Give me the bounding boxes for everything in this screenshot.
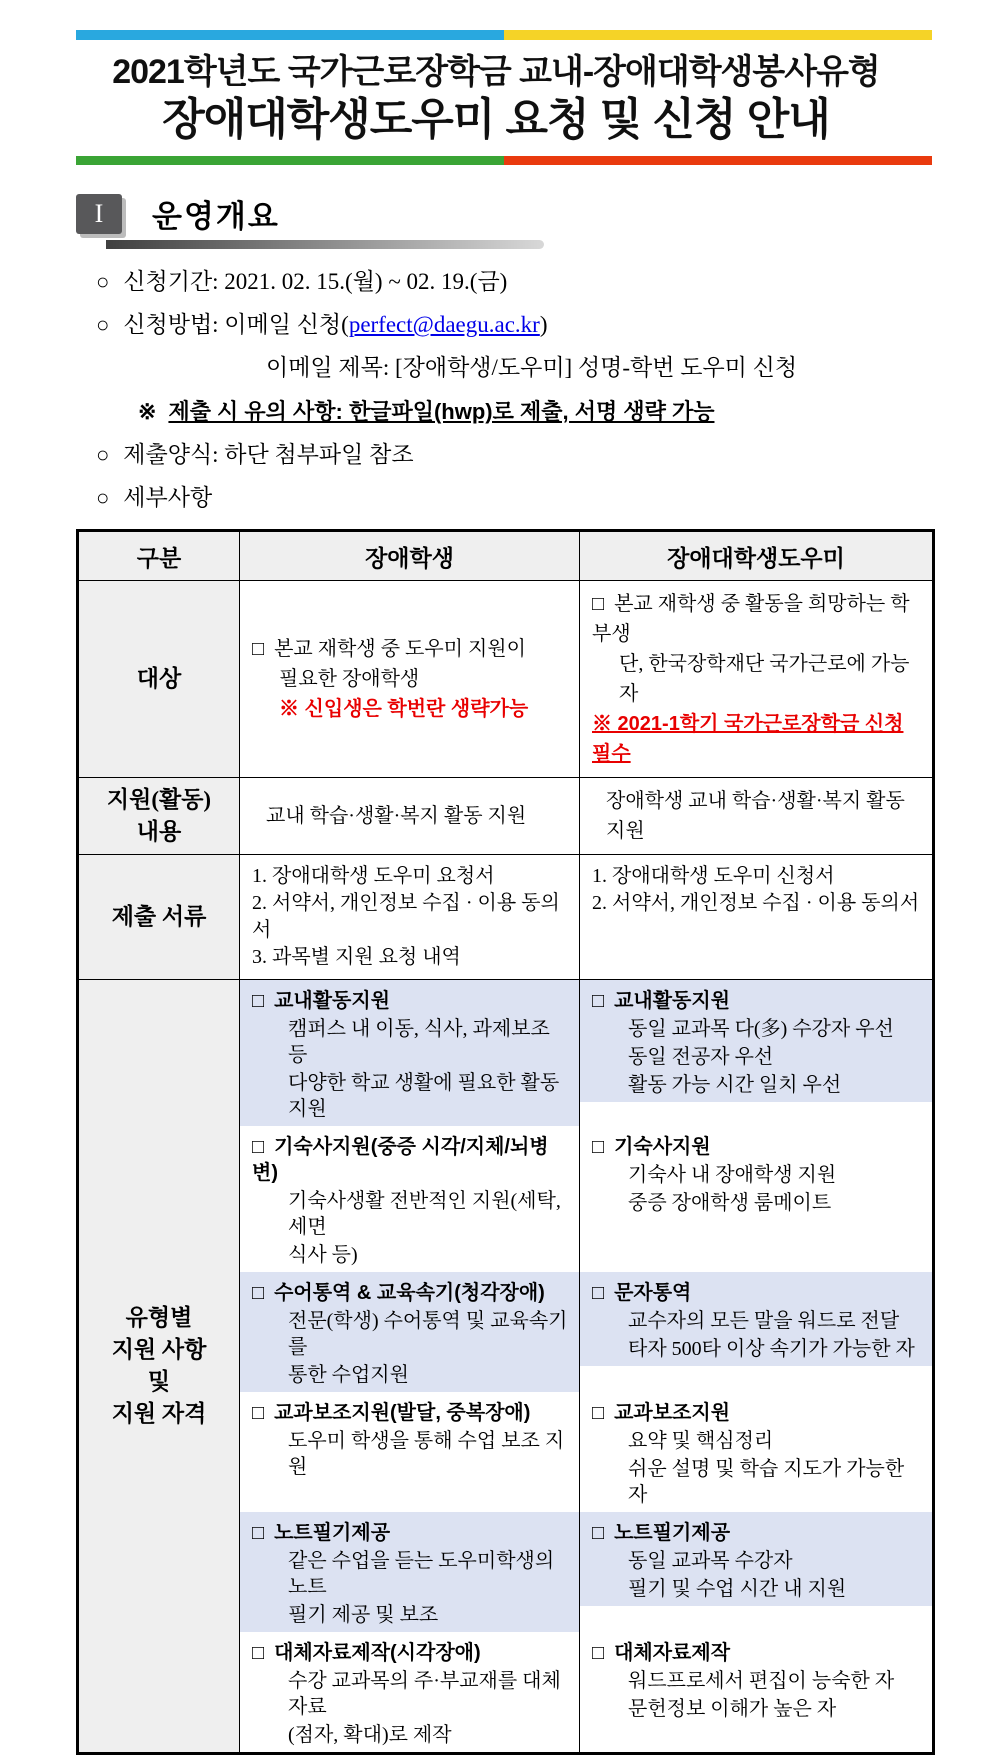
documents-left-item: 1. 장애대학생 도우미 요청서 — [252, 865, 495, 887]
circle-bullet-icon: ○ — [96, 485, 110, 510]
alt-materials-right-title — [592, 1640, 924, 1666]
support-left-text: 교내 학습·생활·복지 활동 지원 — [266, 805, 527, 827]
overview-item-form — [96, 440, 932, 470]
target-right-note: ※ 2021-1학기 국가근로장학금 신청 필수 — [592, 713, 904, 765]
checkbox-icon: □ — [592, 990, 605, 1012]
note-taking-right-title-text: 노트필기제공 — [614, 1522, 731, 1544]
dormitory-left-cell — [240, 1126, 580, 1272]
support-right-text: 장애학생 교내 학습·생활·복지 활동 지원 — [606, 790, 905, 842]
email-subject-line: 이메일 제목: [장애학생/도우미] 성명-학번 도우미 신청 — [266, 355, 798, 380]
title-divider-bar — [76, 156, 932, 165]
col-header-disabled-student: 장애학생 — [240, 531, 580, 581]
documents-left-item: 2. 서약서, 개인정보 수집 · 이용 동의서 — [252, 892, 560, 941]
note-taking-left-detail: 필기 제공 및 보조 — [288, 1604, 439, 1626]
documents-right-item: 2. 서약서, 개인정보 수집 · 이용 동의서 — [592, 892, 920, 914]
title-line-1: 2021학년도 국가근로장학금 교내-장애대학생봉사유형 — [112, 53, 880, 91]
class-assist-left-title-text: 교과보조지원(발달, 중복장애) — [274, 1402, 531, 1424]
submission-note-text: 제출 시 유의 사항: 한글파일(hwp)로 제출, 서명 생략 가능 — [168, 399, 715, 424]
table-row-target — [78, 581, 934, 778]
overview-item-detail — [96, 483, 932, 513]
method-suffix: ) — [539, 312, 548, 337]
note-taking-right-detail: 필기 및 수업 시간 내 지원 — [628, 1578, 847, 1600]
blue-bar-segment — [76, 30, 504, 40]
row-label-types — [78, 980, 240, 1754]
guide-table — [76, 529, 935, 1755]
types-label-line: 및 — [147, 1369, 171, 1394]
overview-item-method — [96, 310, 932, 340]
top-divider-bar — [76, 30, 932, 40]
class-assist-left-title — [252, 1400, 571, 1426]
note-taking-right-cell — [580, 1512, 934, 1632]
alt-materials-left-title-text: 대체자료제작(시각장애) — [274, 1642, 481, 1664]
campus-right-cell — [580, 980, 934, 1127]
interpretation-left-title — [252, 1280, 571, 1306]
campus-left-title-text: 교내활동지원 — [274, 990, 391, 1012]
checkbox-icon: □ — [592, 1522, 605, 1544]
campus-left-title — [252, 988, 571, 1014]
support-left-cell — [240, 778, 580, 855]
alt-materials-right-cell — [580, 1632, 934, 1754]
campus-left-detail: 다양한 학교 생활에 필요한 활동 지원 — [288, 1072, 560, 1120]
campus-right-detail: 동일 전공자 우선 — [628, 1046, 774, 1068]
circle-bullet-icon: ○ — [96, 269, 110, 294]
dormitory-right-title — [592, 1134, 924, 1160]
dormitory-left-title — [252, 1134, 571, 1186]
row-label-target: 대상 — [78, 581, 240, 778]
class-assist-right-title — [592, 1400, 924, 1426]
checkbox-icon: □ — [252, 1136, 265, 1158]
dormitory-right-cell — [580, 1126, 934, 1272]
checkbox-icon: □ — [252, 1402, 265, 1424]
col-header-helper: 장애대학생도우미 — [580, 531, 934, 581]
title-line-2: 장애대학생도우미 요청 및 신청 안내 — [162, 95, 830, 144]
target-right-cell — [580, 581, 934, 778]
class-assist-left-detail: 도우미 학생을 통해 수업 보조 지원 — [288, 1430, 565, 1478]
checkbox-icon: □ — [252, 1282, 265, 1304]
table-header-row — [78, 531, 934, 581]
class-assist-right-detail: 쉬운 설명 및 학습 지도가 가능한 자 — [628, 1458, 905, 1506]
interpretation-left-title-text: 수어통역 & 교육속기(청각장애) — [274, 1282, 545, 1304]
class-assist-left-cell — [240, 1392, 580, 1512]
section-heading — [76, 191, 932, 249]
red-bar-segment — [504, 156, 932, 165]
target-left-note: ※ 신입생은 학번란 생략가능 — [279, 698, 529, 720]
checkbox-icon: □ — [252, 1522, 265, 1544]
checkbox-icon: □ — [252, 638, 265, 660]
note-taking-left-detail: 같은 수업을 듣는 도우미학생의 노트 — [288, 1550, 555, 1598]
green-bar-segment — [76, 156, 504, 165]
alt-materials-left-detail: 수강 교과목의 주·부교재를 대체 자료 — [288, 1670, 561, 1718]
col-header-category: 구분 — [78, 531, 240, 581]
checkbox-icon: □ — [592, 1282, 605, 1304]
target-right-line1 — [592, 589, 924, 649]
form-text: 제출양식: 하단 첨부파일 참조 — [123, 442, 414, 467]
class-assist-right-title-text: 교과보조지원 — [614, 1402, 731, 1424]
yellow-bar-segment — [504, 30, 932, 40]
checkbox-icon: □ — [592, 1402, 605, 1424]
checkbox-icon: □ — [252, 1642, 265, 1664]
support-right-cell — [580, 778, 934, 855]
note-taking-left-title — [252, 1520, 571, 1546]
types-label-line: 지원 사항 — [111, 1337, 207, 1362]
table-row-support — [78, 778, 934, 855]
alt-materials-left-detail: (점자, 확대)로 제작 — [288, 1724, 452, 1746]
support-label-line1: 지원(활동) — [106, 787, 212, 812]
document-titles — [0, 52, 992, 146]
dormitory-right-title-text: 기숙사지원 — [614, 1136, 711, 1158]
circle-bullet-icon: ○ — [96, 312, 110, 337]
interpretation-left-detail: 전문(학생) 수어통역 및 교육속기를 — [288, 1310, 568, 1358]
section-numeral-box: I — [76, 194, 122, 234]
documents-left-item: 3. 과목별 지원 요청 내역 — [252, 946, 461, 968]
document-page — [0, 30, 992, 1746]
section-underline-bar — [106, 240, 544, 249]
dormitory-left-detail: 기숙사생활 전반적인 지원(세탁, 세면 — [288, 1190, 561, 1238]
row-label-support — [78, 778, 240, 855]
alt-materials-right-title-text: 대체자료제작 — [614, 1642, 731, 1664]
overview-item-period — [96, 267, 932, 297]
target-right-line2: 단, 한국장학재단 국가근로에 가능자 — [619, 653, 910, 705]
interpretation-right-title-text: 문자통역 — [614, 1282, 692, 1304]
note-taking-left-cell — [240, 1512, 580, 1632]
types-label-line: 유형별 — [125, 1305, 193, 1330]
detail-text: 세부사항 — [123, 485, 213, 510]
campus-left-detail: 캠퍼스 내 이동, 식사, 과제보조 등 — [288, 1018, 550, 1066]
documents-right-item: 1. 장애대학생 도우미 신청서 — [592, 865, 835, 887]
checkbox-icon: □ — [592, 1136, 605, 1158]
table-row-documents — [78, 855, 934, 980]
interpretation-right-detail: 타자 500타 이상 속기가 가능한 자 — [628, 1338, 915, 1360]
interpretation-right-detail: 교수자의 모든 말을 워드로 전달 — [628, 1310, 900, 1332]
dormitory-left-title-text: 기숙사지원(중증 시각/지체/뇌병변) — [252, 1136, 549, 1184]
interpretation-right-cell — [580, 1272, 934, 1392]
period-text: 신청기간: 2021. 02. 15.(월) ~ 02. 19.(금) — [123, 269, 508, 294]
support-label-line2: 내용 — [136, 819, 182, 844]
reference-mark-icon: ※ — [138, 399, 157, 424]
alt-materials-left-title — [252, 1640, 571, 1666]
alt-materials-right-detail: 문헌정보 이해가 높은 자 — [628, 1698, 837, 1720]
interpretation-left-detail: 통한 수업지원 — [288, 1364, 409, 1386]
dormitory-left-detail: 식사 등) — [288, 1244, 358, 1266]
class-assist-right-cell — [580, 1392, 934, 1512]
checkbox-icon: □ — [252, 990, 265, 1012]
alt-materials-right-detail: 워드프로세서 편집이 능숙한 자 — [628, 1670, 895, 1692]
overview-list — [96, 267, 932, 513]
interpretation-right-title — [592, 1280, 924, 1306]
method-text — [123, 310, 547, 340]
email-link[interactable]: perfect@daegu.ac.kr — [348, 312, 540, 337]
section-title: 운영개요 — [152, 199, 280, 234]
checkbox-icon: □ — [592, 1642, 605, 1664]
class-assist-right-detail: 요약 및 핵심정리 — [628, 1430, 774, 1452]
target-left-line2: 필요한 장애학생 — [279, 668, 420, 690]
method-prefix: 신청방법: 이메일 신청( — [123, 312, 349, 337]
submission-note — [138, 397, 932, 427]
alt-materials-left-cell — [240, 1632, 580, 1754]
documents-right-cell — [580, 855, 934, 980]
target-right-line1-text: 본교 재학생 중 활동을 희망하는 학부생 — [592, 593, 910, 645]
dormitory-right-detail: 기숙사 내 장애학생 지원 — [628, 1164, 837, 1186]
campus-right-detail: 동일 교과목 다(多) 수강자 우선 — [628, 1018, 894, 1040]
row-label-documents: 제출 서류 — [78, 855, 240, 980]
interpretation-left-cell — [240, 1272, 580, 1392]
circle-bullet-icon: ○ — [96, 442, 110, 467]
campus-right-title — [592, 988, 924, 1014]
note-taking-right-detail: 동일 교과목 수강자 — [628, 1550, 793, 1572]
note-taking-right-title — [592, 1520, 924, 1546]
type-row-campus — [78, 980, 934, 1127]
documents-left-cell — [240, 855, 580, 980]
campus-right-detail: 활동 가능 시간 일치 우선 — [628, 1074, 842, 1096]
target-left-cell — [240, 581, 580, 778]
target-left-line1-text: 본교 재학생 중 도우미 지원이 — [274, 638, 526, 660]
campus-right-title-text: 교내활동지원 — [614, 990, 731, 1012]
target-left-line1 — [252, 634, 571, 664]
checkbox-icon: □ — [592, 593, 605, 615]
campus-left-cell — [240, 980, 580, 1127]
types-label-line: 지원 자격 — [111, 1401, 207, 1426]
note-taking-left-title-text: 노트필기제공 — [274, 1522, 391, 1544]
dormitory-right-detail: 중증 장애학생 룸메이트 — [628, 1192, 832, 1214]
